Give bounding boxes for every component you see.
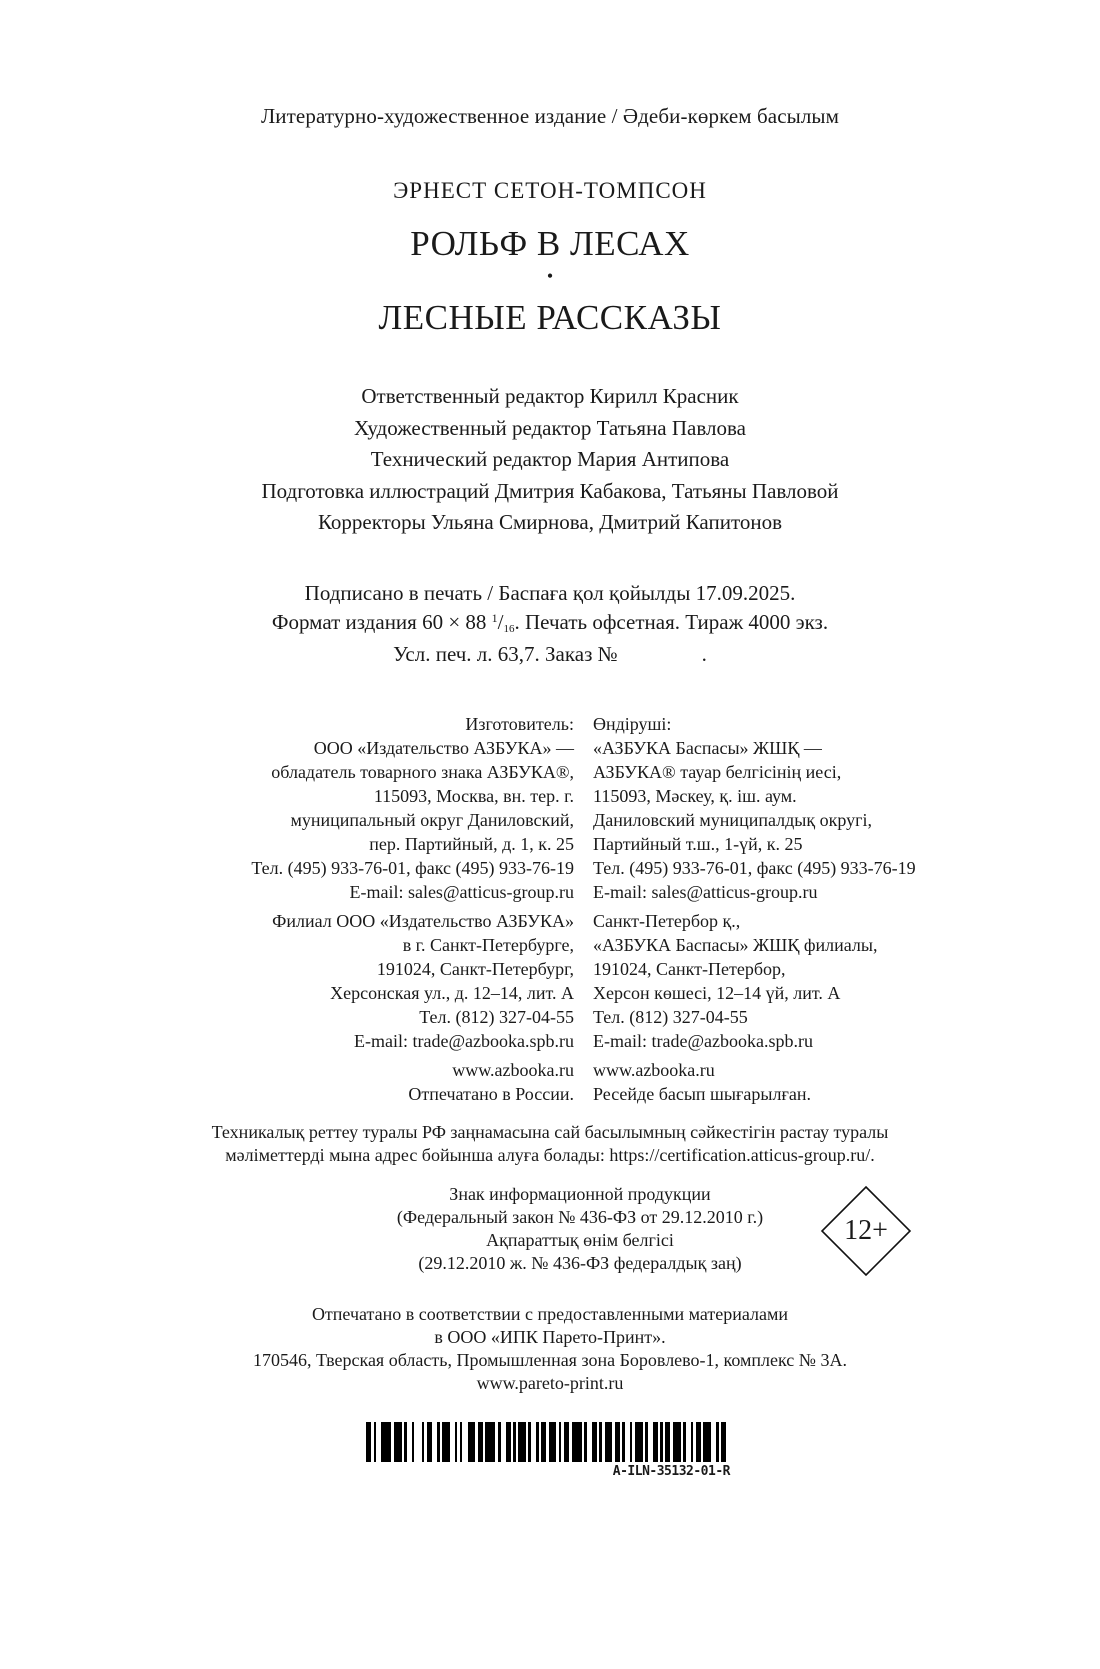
ru-line: Изготовитель: bbox=[465, 714, 574, 734]
kz-email: E-mail: trade@azbooka.spb.ru bbox=[593, 1031, 813, 1051]
kz-line: АЗБУКА® тауар белгісінің иесі, bbox=[593, 762, 842, 782]
kz-line: Херсон көшесі, 12–14 үй, лит. А bbox=[593, 983, 841, 1003]
ru-line: Тел. (812) 327-04-55 bbox=[419, 1007, 574, 1027]
sign-line: (29.12.2010 ж. № 436-ФЗ федералдық заң) bbox=[418, 1253, 742, 1273]
certification-note bbox=[0, 1121, 1100, 1167]
cert-line: мәліметтерді мына адрес бойынша алуға болады: https://certification.atticus-group.ru/. bbox=[225, 1145, 875, 1165]
credits bbox=[0, 381, 1100, 539]
printer-info bbox=[0, 1303, 1100, 1395]
barcode-icon bbox=[366, 1422, 730, 1462]
kz-line: «АЗБУКА Баспасы» ЖШҚ — bbox=[593, 738, 822, 758]
manufacturer-ru bbox=[251, 712, 574, 1111]
credit-line: Художественный редактор Татьяна Павлова bbox=[354, 415, 746, 440]
credit-line: Ответственный редактор Кирилл Красник bbox=[361, 384, 739, 408]
kz-line: Даниловский муниципалдық округі, bbox=[593, 810, 872, 830]
ru-line: 191024, Санкт-Петербург, bbox=[376, 959, 574, 979]
ru-website: www.azbooka.ru bbox=[452, 1060, 574, 1080]
kz-line: Тел. (812) 327-04-55 bbox=[593, 1007, 748, 1027]
kz-website: www.azbooka.ru bbox=[593, 1060, 715, 1080]
age-rating-text: 12+ bbox=[844, 1215, 888, 1246]
printer-line: 170546, Тверская область, Промышленная зона Боровлево-1, комплекс № 3А. bbox=[253, 1350, 847, 1370]
ru-line: пер. Партийный, д. 1, к. 25 bbox=[369, 834, 574, 854]
edition-type: Литературно-художественное издание / Әдеби-көркем басылым bbox=[260, 104, 840, 128]
barcode-label: A-ILN-35132-01-R bbox=[612, 1464, 730, 1479]
signed-date: Подписано в печать / Баспаға қол қойылды 17.09.2025. bbox=[304, 581, 796, 605]
ru-line: обладатель товарного знака АЗБУКА®, bbox=[271, 762, 574, 782]
ru-line: Херсонская ул., д. 12–14, лит. А bbox=[330, 983, 574, 1003]
kz-line: Өндіруші: bbox=[593, 714, 672, 734]
sign-line: (Федеральный закон № 436-ФЗ от 29.12.2010 г.) bbox=[396, 1207, 764, 1227]
ru-email: E-mail: trade@azbooka.spb.ru bbox=[354, 1031, 574, 1051]
ru-line: 115093, Москва, вн. тер. г. bbox=[373, 786, 574, 806]
ru-block-1 bbox=[251, 712, 574, 904]
credit-line: Корректоры Ульяна Смирнова, Дмитрий Капитонов bbox=[317, 510, 783, 534]
printer-line: Отпечатано в соответствии с предоставленными материалами bbox=[311, 1304, 789, 1324]
info-product-sign bbox=[340, 1183, 820, 1275]
sign-line: Знак информационной продукции bbox=[449, 1184, 711, 1204]
kz-line: Санкт-Петербор қ., bbox=[593, 911, 741, 931]
printer-line: в ООО «ИПК Парето-Принт». bbox=[434, 1327, 666, 1347]
kz-email: E-mail: sales@atticus-group.ru bbox=[593, 882, 818, 902]
sign-line: Ақпараттық өнім белгісі bbox=[486, 1230, 674, 1250]
format-slash: / bbox=[497, 610, 504, 634]
format-prefix: Формат издания 60 × 88 bbox=[271, 610, 492, 634]
ru-printed-in: Отпечатано в России. bbox=[408, 1084, 574, 1104]
kz-line: «АЗБУКА Баспасы» ЖШҚ филиалы, bbox=[593, 935, 878, 955]
kz-block-2 bbox=[593, 909, 916, 1053]
kz-block-1 bbox=[593, 712, 916, 904]
format-numerator: 1 bbox=[491, 611, 498, 625]
print-info bbox=[0, 581, 1100, 667]
format-suffix: . Печать офсетная. Тираж 4000 экз. bbox=[514, 610, 829, 634]
ru-block-3 bbox=[251, 1058, 574, 1106]
format-line bbox=[0, 606, 1100, 642]
ru-line: Тел. (495) 933-76-01, факс (495) 933-76-19 bbox=[251, 858, 574, 878]
kz-line: Партийный т.ш., 1-үй, к. 25 bbox=[593, 834, 803, 854]
ru-block-2 bbox=[251, 909, 574, 1053]
title-separator: • bbox=[546, 266, 554, 286]
ru-email: E-mail: sales@atticus-group.ru bbox=[349, 882, 574, 902]
age-rating-badge bbox=[820, 1185, 912, 1277]
cert-line: Техникалық реттеу туралы РФ заңнамасына сай басылымның сәйкестігін растау туралы bbox=[211, 1122, 889, 1142]
kz-line: 115093, Мәскеу, қ. іш. аум. bbox=[593, 786, 797, 806]
credit-line: Подготовка иллюстраций Дмитрия Кабакова, Татьяны Павловой bbox=[261, 478, 839, 503]
format-denominator: 16 bbox=[503, 623, 515, 635]
ru-line: в г. Санкт-Петербурге, bbox=[402, 935, 574, 955]
sheets-order: Усл. печ. л. 63,7. Заказ № . bbox=[393, 642, 707, 666]
kz-printed-in: Ресейде басып шығарылған. bbox=[593, 1084, 811, 1104]
ru-line: Филиал ООО «Издательство АЗБУКА» bbox=[272, 911, 574, 931]
ru-line: ООО «Издательство АЗБУКА» — bbox=[313, 738, 574, 758]
book-title-2: ЛЕСНЫЕ РАССКАЗЫ bbox=[378, 298, 722, 337]
kz-line: 191024, Санкт-Петербор, bbox=[593, 959, 786, 979]
book-title-1: РОЛЬФ В ЛЕСАХ bbox=[410, 224, 690, 263]
manufacturer-kz bbox=[593, 712, 916, 1111]
kz-block-3 bbox=[593, 1058, 916, 1106]
kz-line: Тел. (495) 933-76-01, факс (495) 933-76-19 bbox=[593, 858, 916, 878]
credit-line: Технический редактор Мария Антипова bbox=[370, 447, 730, 471]
printer-website: www.pareto-print.ru bbox=[476, 1373, 624, 1393]
ru-line: муниципальный округ Даниловский, bbox=[290, 810, 574, 830]
author-name: ЭРНЕСТ СЕТОН-ТОМПСОН bbox=[393, 178, 707, 203]
